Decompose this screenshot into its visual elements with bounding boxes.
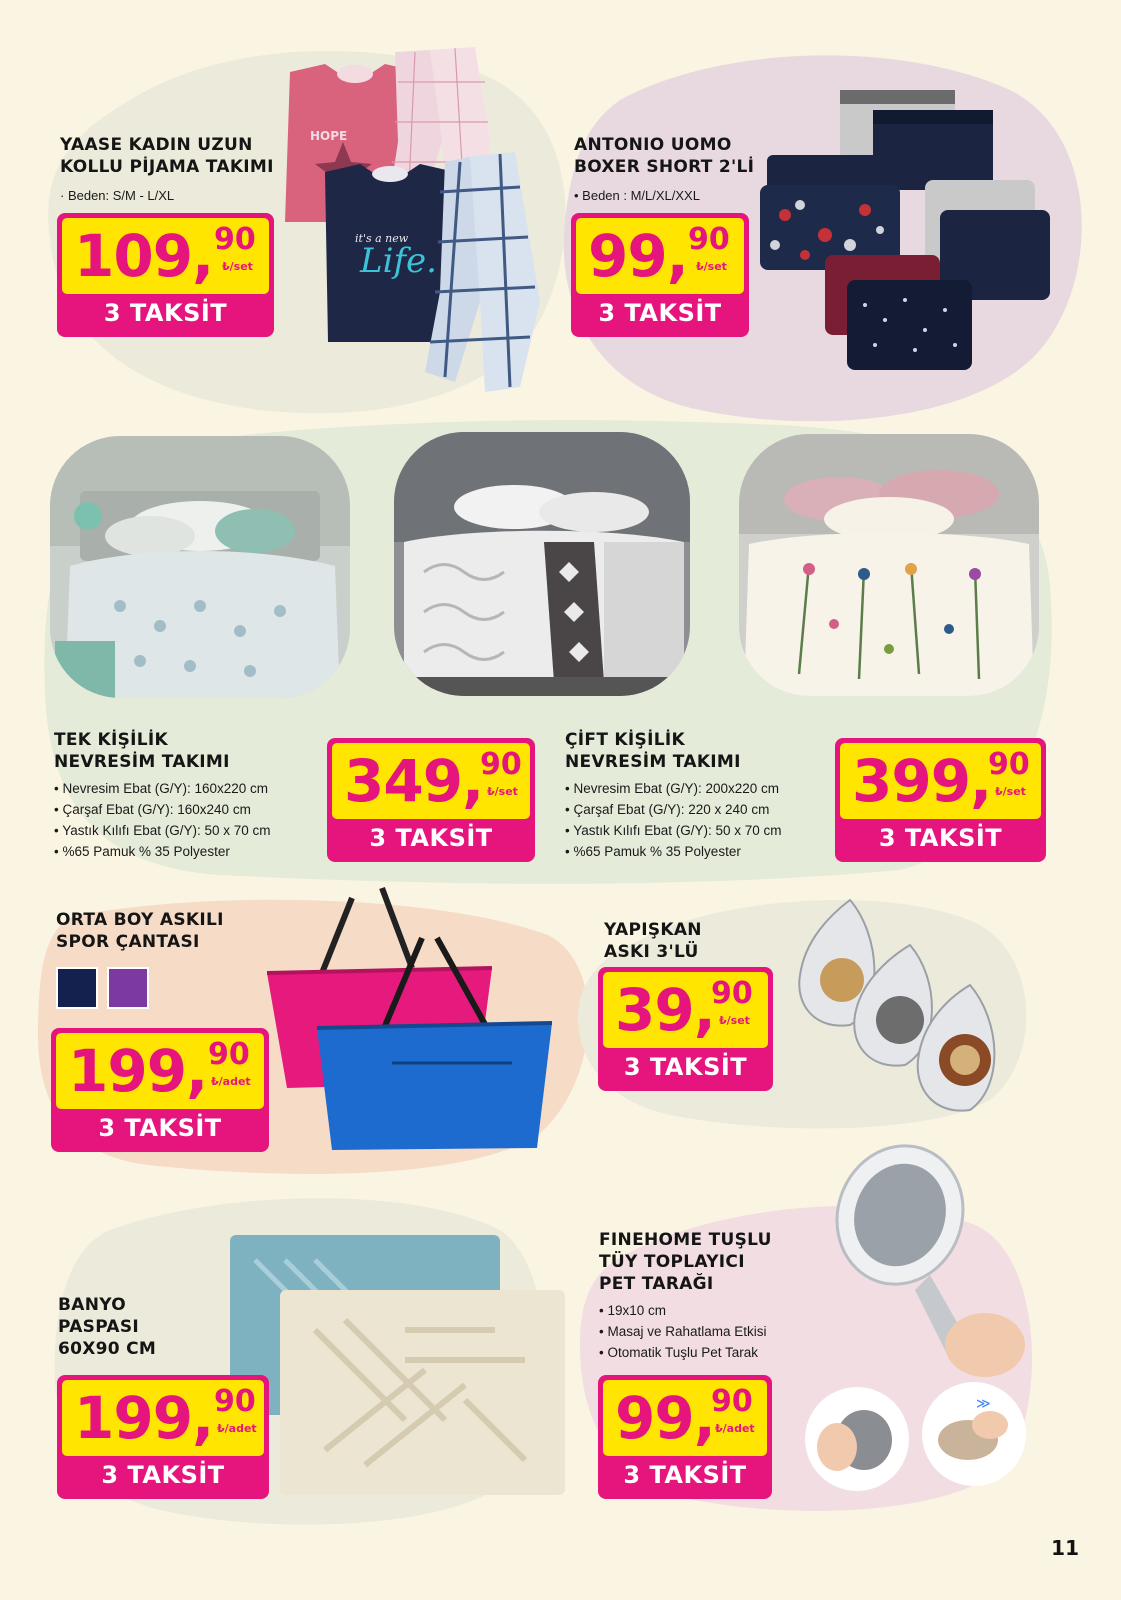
bath-mat-title-line3: 60X90 CM — [58, 1339, 157, 1359]
pet-comb-spec: • 19x10 cm — [599, 1300, 767, 1321]
sport-bag-price-box — [56, 1033, 264, 1109]
boxer-price-unit: ₺/set — [696, 260, 727, 273]
hooks-installment: 3 TAKSİT — [623, 1053, 748, 1081]
single-bedding-title — [54, 729, 230, 773]
double-bedding-title-line2: NEVRESİM TAKIMI — [565, 752, 741, 772]
single-bedding-price-tag — [327, 738, 535, 862]
pet-comb-spec: • Otomatik Tuşlu Pet Tarak — [599, 1342, 767, 1363]
bath-mat-price-unit: ₺/adet — [217, 1422, 257, 1435]
hooks-price-tag — [598, 967, 773, 1091]
pajama-price-box — [62, 218, 269, 294]
double-bedding-installment: 3 TAKSİT — [878, 824, 1003, 852]
bedding-photo-grey — [394, 432, 690, 696]
pet-comb-detail-image-2 — [918, 1380, 1030, 1488]
bedding-photo-floral — [739, 434, 1039, 696]
svg-text:HOPE: HOPE — [310, 129, 348, 143]
bath-mat-price-box — [62, 1380, 264, 1456]
pet-comb-product-image — [820, 1135, 1035, 1385]
boxer-price-decimal: 90 — [688, 222, 730, 257]
double-bedding-price-decimal: 90 — [988, 747, 1030, 782]
pajama-title-line2: KOLLU PİJAMA TAKIMI — [60, 157, 274, 177]
pajama-price-integer: 109, — [74, 222, 214, 290]
single-bedding-installment: 3 TAKSİT — [369, 824, 493, 852]
double-bedding-price-unit: ₺/set — [995, 785, 1026, 798]
double-bedding-title — [565, 729, 741, 773]
boxer-title — [574, 134, 754, 178]
boxer-price-integer: 99, — [588, 222, 688, 290]
bath-mat-price-decimal: 90 — [214, 1384, 256, 1419]
boxer-sizes: • Beden : M/L/XL/XXL — [574, 188, 700, 203]
pet-comb-title-line3: PET TARAĞI — [599, 1274, 714, 1294]
pet-comb-price-integer: 99, — [615, 1384, 715, 1452]
pet-comb-specs — [599, 1300, 767, 1363]
pet-comb-installment: 3 TAKSİT — [623, 1461, 747, 1489]
hooks-price-unit: ₺/set — [719, 1014, 750, 1027]
single-bedding-specs — [54, 778, 271, 862]
pet-comb-price-tag — [598, 1375, 772, 1499]
pajama-title-line1: YAASE KADIN UZUN — [60, 135, 253, 155]
color-swatch-navy[interactable] — [56, 967, 98, 1009]
double-bedding-spec: • Nevresim Ebat (G/Y): 200x220 cm — [565, 778, 782, 799]
double-bedding-spec: • Yastık Kılıfı Ebat (G/Y): 50 x 70 cm — [565, 820, 782, 841]
single-bedding-price-decimal: 90 — [480, 747, 522, 782]
hooks-title — [604, 919, 702, 963]
bath-mat-product-image — [225, 1230, 570, 1500]
double-bedding-spec: • Çarşaf Ebat (G/Y): 220 x 240 cm — [565, 799, 782, 820]
bedding-photo-teal — [50, 436, 350, 698]
pet-comb-title-line2: TÜY TOPLAYICI — [599, 1252, 745, 1272]
bath-mat-title — [58, 1294, 156, 1360]
single-bedding-price-integer: 349, — [344, 747, 484, 815]
pet-comb-title — [599, 1229, 772, 1295]
sport-bag-price-decimal: 90 — [208, 1037, 250, 1072]
pajama-price-unit: ₺/set — [222, 260, 253, 273]
pajama-sizes: · Beden: S/M - L/XL — [60, 188, 175, 203]
pet-comb-detail-image-1 — [802, 1385, 912, 1493]
sport-bag-title — [56, 909, 224, 953]
double-bedding-price-integer: 399, — [852, 747, 992, 815]
pajama-installment: 3 TAKSİT — [103, 299, 228, 327]
hooks-title-line1: YAPIŞKAN — [604, 920, 702, 940]
boxer-installment: 3 TAKSİT — [598, 299, 722, 327]
single-bedding-spec: • Yastık Kılıfı Ebat (G/Y): 50 x 70 cm — [54, 820, 271, 841]
boxer-price-box — [576, 218, 744, 294]
single-bedding-title-line2: NEVRESİM TAKIMI — [54, 752, 230, 772]
sport-bag-product-image — [262, 878, 562, 1158]
pajama-price-decimal: 90 — [214, 222, 256, 257]
hooks-product-image — [790, 895, 1025, 1120]
hooks-title-line2: ASKI 3'LÜ — [604, 942, 699, 962]
bath-mat-price-tag — [57, 1375, 269, 1499]
bath-mat-title-line1: BANYO — [58, 1295, 126, 1315]
double-bedding-price-box — [840, 743, 1041, 819]
color-swatch-purple[interactable] — [107, 967, 149, 1009]
pajama-price-tag — [57, 213, 274, 337]
pet-comb-price-unit: ₺/adet — [715, 1422, 755, 1435]
boxer-product-image — [755, 85, 1060, 375]
single-bedding-price-unit: ₺/set — [487, 785, 518, 798]
pet-comb-price-decimal: 90 — [711, 1384, 753, 1419]
single-bedding-spec: • Çarşaf Ebat (G/Y): 160x240 cm — [54, 799, 271, 820]
svg-text:≫: ≫ — [976, 1396, 991, 1412]
sport-bag-price-integer: 199, — [68, 1037, 208, 1105]
pet-comb-title-line1: FINEHOME TUŞLU — [599, 1230, 772, 1250]
boxer-title-line1: ANTONIO UOMO — [574, 135, 732, 155]
hooks-price-box — [603, 972, 768, 1048]
hooks-price-integer: 39, — [615, 976, 715, 1044]
single-bedding-title-line1: TEK KİŞİLİK — [54, 730, 168, 750]
svg-text:it's a new: it's a new — [355, 232, 409, 245]
single-bedding-price-box — [332, 743, 530, 819]
bath-mat-installment: 3 TAKSİT — [101, 1461, 225, 1489]
double-bedding-price-tag — [835, 738, 1046, 862]
sport-bag-price-unit: ₺/adet — [211, 1075, 251, 1088]
sport-bag-title-line2: SPOR ÇANTASI — [56, 932, 200, 952]
sport-bag-installment: 3 TAKSİT — [98, 1114, 222, 1142]
double-bedding-specs — [565, 778, 782, 862]
pet-comb-price-box — [603, 1380, 767, 1456]
pajama-product-image — [280, 42, 545, 402]
double-bedding-spec: • %65 Pamuk % 35 Polyester — [565, 841, 782, 862]
hooks-price-decimal: 90 — [711, 976, 753, 1011]
bath-mat-price-integer: 199, — [74, 1384, 214, 1452]
double-bedding-title-line1: ÇİFT KİŞİLİK — [565, 730, 685, 750]
sport-bag-title-line1: ORTA BOY ASKILI — [56, 910, 224, 930]
pet-comb-spec: • Masaj ve Rahatlama Etkisi — [599, 1321, 767, 1342]
single-bedding-spec: • %65 Pamuk % 35 Polyester — [54, 841, 271, 862]
single-bedding-spec: • Nevresim Ebat (G/Y): 160x220 cm — [54, 778, 271, 799]
pajama-title — [60, 134, 274, 178]
svg-text:Life.: Life. — [360, 241, 437, 281]
bath-mat-title-line2: PASPASI — [58, 1317, 140, 1337]
page-number: 11 — [1051, 1536, 1079, 1560]
boxer-title-line2: BOXER SHORT 2'Lİ — [574, 157, 755, 177]
sport-bag-price-tag — [51, 1028, 269, 1152]
boxer-price-tag — [571, 213, 749, 337]
